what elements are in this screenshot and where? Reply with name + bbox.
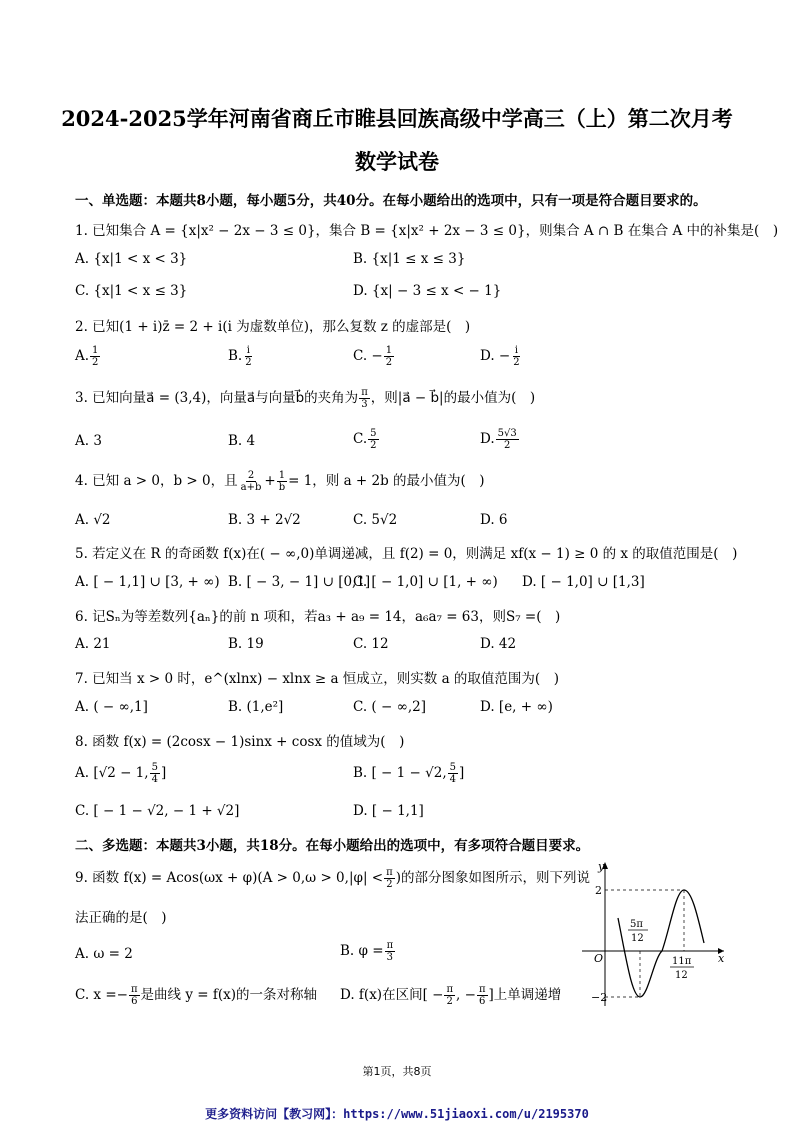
q5-option-a: A. [ − 1,1] ∪ [3, + ∞) — [75, 574, 220, 590]
q2-option-c: C. − $\frac{1}{2}$ — [353, 345, 393, 368]
q8-option-d: D. [ − 1,1] — [353, 803, 424, 819]
q4-option-a: A. √2 — [75, 512, 111, 528]
q9-stem: 9. 函数 f(x) = Acos(ωx + φ)(A > 0,ω > 0,|φ| < $\frac{\pi}{2}$ )的部分图象如图所示，则下列说 — [75, 867, 590, 890]
q8-option-c: C. [ − 1 − √2, − 1 + √2] — [75, 803, 240, 819]
q7-option-b: B. (1,e²] — [228, 699, 284, 715]
q4-stem: 4. 已知 a > 0，b > 0，且 $\frac{2}{a+b}$ + $\frac{1}{b}$ = 1，则 a + 2b 的最小值为( ) — [75, 470, 485, 493]
q3-stem: 3. 已知向量a⃗ = (3,4)，向量a⃗与向量b⃗的夹角为 $\frac{\pi}{3}$ ，则|a⃗ − b⃗|的最小值为( ) — [75, 387, 536, 410]
q4-option-c: C. 5√2 — [353, 512, 398, 528]
q9-stem-cont: 法正确的是( ) — [75, 910, 167, 926]
tick-5pi-12-num: 5π — [630, 919, 643, 930]
title-line-2: 数学试卷 — [355, 149, 439, 174]
q7-stem: 7. 已知当 x > 0 时，e^(xlnx) − xlnx ≥ a 恒成立，则实数 a 的取值范围为( ) — [75, 671, 559, 687]
q1-stem: 1. 已知集合 A = {x|x² − 2x − 3 ≤ 0}，集合 B = {x|x² + 2x − 3 ≤ 0}，则集合 A ∩ B 在集合 A 中的补集是( ) — [75, 223, 779, 239]
q5-option-c: C. [ − 1,0] ∪ [1, + ∞) — [353, 574, 498, 590]
q5-stem: 5. 若定义在 R 的奇函数 f(x)在( − ∞,0)单调递减，且 f(2) = 0，则满足 xf(x − 1) ≥ 0 的 x 的取值范围是( ) — [75, 546, 738, 562]
q6-option-c: C. 12 — [353, 636, 389, 652]
page-footer: 第1页，共8页 — [362, 1065, 432, 1078]
q7-option-a: A. ( − ∞,1] — [75, 699, 148, 715]
section-1-heading: 一、单选题：本题共8小题，每小题5分，共40分。在每小题给出的选项中，只有一项是符合题目要求的。 — [75, 193, 707, 209]
q9-option-d: D. f(x)在区间[ − $\frac{\pi}{2}$ , − $\frac{\pi}{6}$ ]上单调递增 — [340, 984, 562, 1007]
q9-cosine-graph — [578, 858, 728, 1008]
q9-option-b: B. φ = $\frac{\pi}{3}$ — [340, 940, 394, 963]
q6-option-b: B. 19 — [228, 636, 264, 652]
origin-label: O — [594, 952, 604, 965]
q6-stem: 6. 记Sₙ为等差数列{aₙ}的前 n 项和，若a₃ + a₉ = 14，a₆a₇ = 63，则S₇ =( ) — [75, 609, 561, 625]
q1-option-b: B. {x|1 ≤ x ≤ 3} — [353, 251, 466, 267]
q2-stem: 2. 已知(1 + i)z̄ = 2 + i(i 为虚数单位)，那么复数 z 的虚部是( ) — [75, 319, 471, 335]
q1-option-d: D. {x| − 3 ≤ x < − 1} — [353, 283, 502, 299]
q3-option-d: D. $\frac{5√3}{2}$ — [480, 428, 517, 451]
q3-option-c: C. $\frac{5}{2}$ — [353, 428, 377, 451]
q2-option-a: A. $\frac{1}{2}$ — [75, 345, 99, 368]
q5-option-d: D. [ − 1,0] ∪ [1,3] — [522, 574, 645, 590]
q2-option-b: B. $\frac{i}{2}$ — [228, 345, 252, 368]
tick-5pi-12-den: 12 — [631, 933, 644, 944]
q4-option-d: D. 6 — [480, 512, 508, 528]
q2-option-d: D. − $\frac{i}{2}$ — [480, 345, 520, 368]
q8-option-a: A. [√2 − 1, $\frac{5}{4}$ ] — [75, 762, 167, 785]
q8-stem: 8. 函数 f(x) = (2cosx − 1)sinx + cosx 的值域为( ) — [75, 734, 405, 750]
tick-11pi-12-den: 12 — [675, 970, 688, 981]
q5-option-b: B. [ − 3, − 1] ∪ [0,1] — [228, 574, 371, 590]
y-axis-label: y — [598, 860, 605, 873]
x-axis-label: x — [718, 952, 725, 965]
y-min-label: −2 — [591, 991, 608, 1004]
q1-option-c: C. {x|1 < x ≤ 3} — [75, 283, 188, 299]
y-max-label: 2 — [595, 884, 602, 897]
section-2-heading: 二、多选题：本题共3小题，共18分。在每小题给出的选项中，有多项符合题目要求。 — [75, 838, 590, 854]
q1-option-a: A. {x|1 < x < 3} — [75, 251, 188, 267]
promo-link[interactable]: 更多资料访问【教习网】：https://www.51jiaoxi.com/u/2195370 — [205, 1107, 589, 1121]
q7-option-d: D. [e, + ∞) — [480, 699, 553, 715]
q6-option-d: D. 42 — [480, 636, 517, 652]
q3-option-b: B. 4 — [228, 433, 256, 449]
q9-option-a: A. ω = 2 — [75, 946, 133, 962]
tick-11pi-12-num: 11π — [672, 956, 692, 967]
q8-option-b: B. [ − 1 − √2, $\frac{5}{4}$ ] — [353, 762, 465, 785]
q9-option-c: C. x =− $\frac{\pi}{6}$ 是曲线 y = f(x)的一条对称轴 — [75, 984, 318, 1007]
q6-option-a: A. 21 — [75, 636, 111, 652]
q7-option-c: C. ( − ∞,2] — [353, 699, 426, 715]
q4-option-b: B. 3 + 2√2 — [228, 512, 301, 528]
q3-option-a: A. 3 — [75, 433, 102, 449]
title-line-1: 2024-2025学年河南省商丘市睢县回族高级中学高三（上）第二次月考 — [61, 106, 733, 131]
